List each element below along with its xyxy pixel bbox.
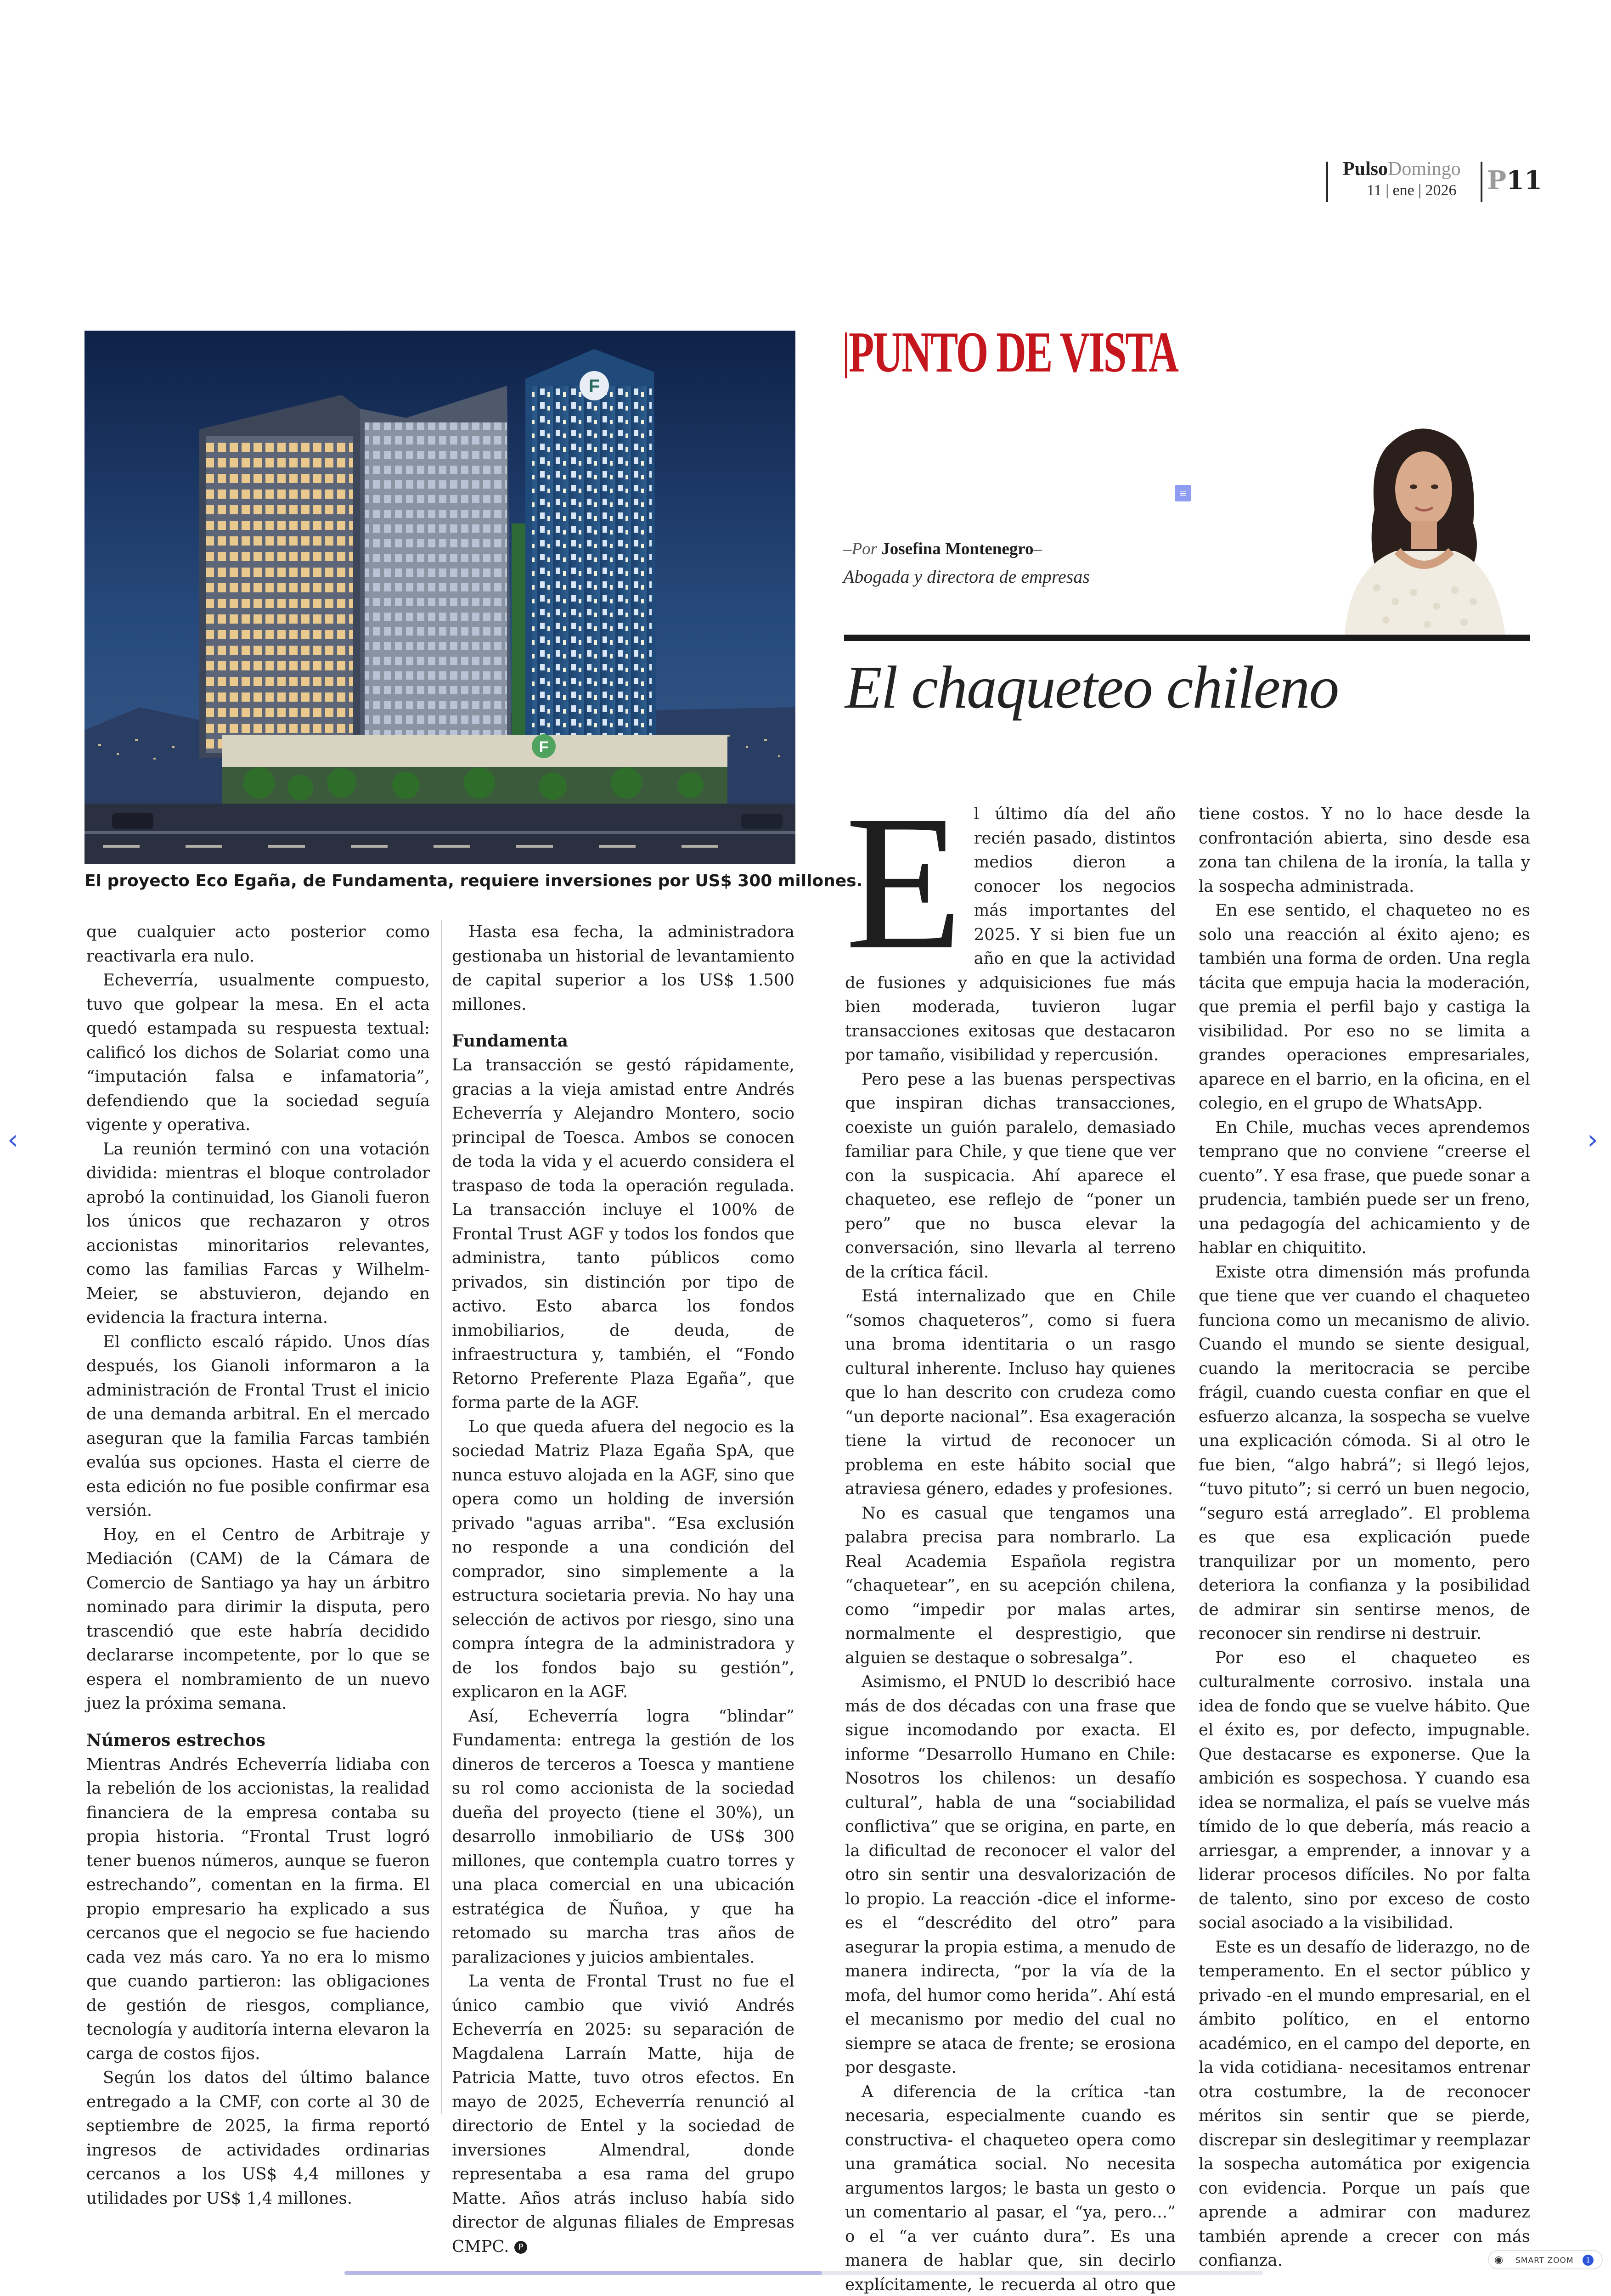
page-letter: P [1487, 165, 1506, 196]
byline: –Por Josefina Montenegro– [843, 539, 1042, 559]
chevron-right-icon[interactable]: › [1587, 1126, 1598, 1154]
issue-date: 11 | ene | 2026 [1367, 182, 1457, 199]
paragraph: En ese sentido, el chaqueteo no es solo una reacción al éxito ajeno; es también una forma de orden. Una regla tácita que empuja hacia la moderación, que premia el perfil bajo y castiga la visibilidad. Por eso no se limita a grandes operaciones empresariales, aparece en el barrio, en la oficina, en el colegio, en el grupo de WhatsApp. [1199, 899, 1530, 1116]
paragraph: Por eso el chaqueteo es culturalmente corrosivo. instala una idea de fondo que se vuelve hábito. Que el éxito es, por defecto, impugnable. Que destacarse es exponerse. Que la ambición es sospechosa. Y cuando esa idea se normaliza, el país se vuelve más tímido de lo que debería, más reacio a arriesgar, a emprender, a innovar y a liderar procesos difíciles. No por falta de talento, sino por exceso de costo social asociado a la visibilidad. [1199, 1646, 1530, 1936]
page-number [1487, 165, 1542, 196]
paragraph: Asimismo, el PNUD lo describió hace más de dos décadas con una frase que sigue incomodando por exacta. El informe “Desarrollo Humano en Chile: Nosotros los chilenos: un desafío cultural”, habla de una “sociabilidad conflictiva” que se origina, en parte, en la dificultad de reconocer el valor del otro sin sentir una desvalorización de lo propio. La reacción -dice el informe- es el “descrédito del otro” para asegurar la propia estima, a menudo de manera indirecta, “por la vía de la mofa, del humor como herida”. Ahí está el mecanismo por medio del cual no siempre se ataca de frente; se erosiona por desgaste. [845, 1670, 1176, 2080]
author-photo [1317, 404, 1520, 636]
drop-cap: E [845, 807, 963, 950]
article-column-1 [86, 920, 430, 2211]
paragraph: Lo que queda afuera del negocio es la sociedad Matriz Plaza Egaña SpA, que nunca estuvo alojada en la AGF, sino que opera como un holding de inversión privado "aguas arriba". “Esa exclusión no responde a una condición del comprador, sino simplemente a la estructura societaria previa. No hay una selección de activos por riesgo, sino una compra íntegra de la administradora y de los fondos bajo su gestión”, explicaron en la AGF. [452, 1415, 794, 1705]
paragraph: Hasta esa fecha, la administradora gestionaba un historial de levantamiento de capital superior a los US$ 1.500 millones. [452, 920, 794, 1017]
paragraph-text: La venta de Frontal Trust no fue el único cambio que vivió Andrés Echeverría en 2025: su separación de Magdalena Larraín Matte, hija de Patricia Matte, tuvo otros efectos. En mayo de 2025, Echeverría renunció al directorio de Entel y la sociedad de inversiones Almendral, donde representaba a esa rama del grupo Matte. Años atrás incluso había sido director de algunas filiales de Empresas CMPC. [452, 1972, 794, 2256]
header-divider [1326, 162, 1328, 202]
author-name: Josefina Montenegro [881, 540, 1033, 558]
photo-caption: El proyecto Eco Egaña, de Fundamenta, requiere inversiones por US$ 300 millones. [84, 872, 801, 890]
paragraph: No es casual que tengamos una palabra precisa para nombrarlo. La Real Academia Española registra “chaquetear”, en su acepción chilena, como “impedir por malas artes, normalmente el desprestigio, que alguien se destaque o sobresalga”. [845, 1502, 1176, 1671]
smart-zoom-button[interactable] [1488, 2250, 1603, 2269]
subheading: Fundamenta [452, 1029, 794, 1053]
section-title: PUNTO DE VISTA [849, 320, 1177, 386]
page-header [1326, 162, 1538, 203]
paragraph: Según los datos del último balance entregado a la CMF, con corte al 30 de septiembre de 2025, la firma reportó ingresos de actividades ordinarias cercanos a los US$ 4,4 millones y utilidades por US$ 1,4 millones. [86, 2066, 430, 2211]
svg-text:F: F [589, 376, 600, 396]
skyline-illustration [84, 331, 795, 864]
paragraph: que cualquier acto posterior como reactivarla era nulo. [86, 920, 430, 968]
paragraph: El conflicto escaló rápido. Unos días después, los Gianoli informaron a la administración de Frontal Trust el inicio de una demanda arbitral. En el mercado aseguran que la familia Farcas también evalúa sus opciones. Hasta el cierre de esta edición no fue posible confirmar esa versión. [86, 1330, 430, 1523]
eye-icon: ◉ [1494, 2255, 1503, 2266]
note-icon[interactable]: ≡ [1175, 485, 1191, 501]
smart-zoom-count: 1 [1583, 2255, 1594, 2266]
header-divider [1481, 162, 1482, 202]
paragraph: En Chile, muchas veces aprendemos temprano que no conviene “creerse el cuento”. Y esa frase, que puede sonar a prudencia, también puede ser un freno, una pedagogía del achicamiento y de hablar en chiquitito. [1199, 1116, 1530, 1261]
byline-prefix: Por [852, 540, 878, 558]
column-divider [441, 920, 442, 2114]
headline-rule [844, 635, 1530, 641]
paragraph [845, 802, 1176, 1068]
brand-name [1343, 158, 1461, 180]
paragraph: Mientras Andrés Echeverría lidiaba con la rebelión de los accionistas, la realidad financiera de la empresa contaba su propia historia. “Frontal Trust logró tener buenos números, aunque se fueron estrechando”, comentan en la firma. El propio empresario ha explicado a sus cercanos que el negocio se fue haciendo cada vez más caro. Ya no era lo mismo que cuando partieron: las obligaciones de gestión de riesgos, compliance, tecnología y auditoría interna elevaron la carga de costos fijos. [86, 1753, 430, 2066]
paragraph: Hoy, en el Centro de Arbitraje y Mediación (CAM) de la Cámara de Comercio de Santiago ya hay un árbitro nominado para dirimir la disputa, pero trascendió que este habría decidido declararse incompetente, por lo que se espera el nombramiento de un nuevo juez la próxima semana. [86, 1523, 430, 1716]
page-digits: 11 [1506, 165, 1542, 196]
paragraph: A diferencia de la crítica -tan necesaria, especialmente cuando es constructiva- el chaqueteo opera como una gramática social. No necesita argumentos largos; le basta un gesto o un comentario al pasar, el “ya, pero...” o el “a ver cuánto dura”. Es una manera de hablar que, sin decirlo explícitamente, le recuerda al otro que [845, 2080, 1176, 2296]
article-photo [84, 331, 795, 864]
scrollbar-thumb[interactable] [344, 2271, 822, 2275]
opinion-column-1 [845, 802, 1176, 2296]
author-role: Abogada y directora de empresas [843, 566, 1090, 587]
brand-bold: Pulso [1343, 158, 1388, 180]
opinion-column-2 [1199, 802, 1530, 2273]
subheading: Números estrechos [86, 1728, 430, 1753]
paragraph: Así, Echeverría logra “blindar” Fundamenta: entrega la gestión de los dineros de terceros a Toesca y mantiene su rol como accionista de la sociedad dueña del proyecto (tiene el 30%), un desarrollo inmobiliario de US$ 300 millones, que contempla cuatro torres y una placa comercial en una ubicación estratégica de Ñuñoa, y que ha retomado su marcha tras años de paralizaciones y juicios ambientales. [452, 1705, 794, 1970]
paragraph: Este es un desafío de liderazgo, no de temperamento. En el sector público y privado -en el mundo empresarial, en el ámbito político, en el entorno académico, en el campo del deporte, en la vida cotidiana- necesitamos entrenar otra costumbre, la de reconocer méritos sin sentir que se pierde, discrepar sin deslegitimar y reemplazar la sospecha automática por exigencia con evidencia. Porque un país que aprende a admirar con madurez también aprende a crecer con más confianza. [1199, 1936, 1530, 2273]
section-accent-bar [845, 332, 847, 378]
paragraph: Pero pese a las buenas perspectivas que inspiran dichas transacciones, coexiste un guión paralelo, demasiado familiar para Chile, y que tiene que ver con la suspicacia. Ahí aparece el chaqueteo, ese reflejo de “poner un pero” que no busca elevar la conversación, sino llevarla al terreno de la crítica fácil. [845, 1068, 1176, 1285]
paragraph: tiene costos. Y no lo hace desde la confrontación abierta, sino desde esa zona tan chilena de la ironía, la talla y la sospecha administrada. [1199, 802, 1530, 899]
headline: El chaqueteo chileno [845, 652, 1338, 722]
article-column-2 [452, 920, 794, 2259]
paragraph: Existe otra dimensión más profunda que tiene que ver cuando el chaqueteo funciona como un mecanismo de alivio. Cuando el mundo se siente desigual, cuando la meritocracia se percibe frágil, cuando cuesta confiar en que el esfuerzo alcanza, la sospecha se vuelve una explicación cómoda. Si al otro le fue bien, “algo habrá”; si llegó lejos, “tuvo pituto”; si cerró un buen negocio, “seguro está arreglado”. El problema es que esa explicación puede tranquilizar por un momento, pero deteriora la confianza y la posibilidad de admirar sin sentirse menos, de reconocer sin rendirse ni destruir. [1199, 1261, 1530, 1646]
paragraph: Echeverría, usualmente compuesto, tuvo que golpear la mesa. En el acta quedó estampada su respuesta textual: calificó los dichos de Solariat como una “imputación falsa e infamatoria”, defendiendo que la sociedad seguía vigente y operativa. [86, 968, 430, 1137]
smart-zoom-label: SMART ZOOM [1515, 2256, 1574, 2265]
chevron-left-icon[interactable]: ‹ [7, 1126, 18, 1154]
paragraph [452, 1970, 794, 2259]
svg-text:F: F [539, 738, 549, 756]
paragraph: Está internalizado que en Chile “somos chaqueteros”, como si fuera una broma identitaria o un rasgo cultural inherente. Incluso hay quienes que lo han descrito con crudeza como “un deporte nacional”. Esa exageración tiene la virtud de reconocer un problema en este hábito social que atraviesa género, edades y profesiones. [845, 1284, 1176, 1502]
paragraph-text: l último día del año recién pasado, distintos medios dieron a conocer los negocios más importantes del 2025. Y si bien fue un año en que la actividad de fusiones y adquisiciones fue más bien moderada, tuvieron lugar transacciones exitosas que destacaron por tamaño, visibilidad y repercusión. [845, 805, 1176, 1064]
brand-light: Domingo [1388, 158, 1461, 180]
paragraph: La reunión terminó con una votación dividida: mientras el bloque controlador aprobó la continuidad, los Gianoli fueron los únicos que rechazaron y otros accionistas minoritarios relevantes, como las familias Farcas y Wilhelm-Meier, se abstuvieron, dejando en evidencia la fractura interna. [86, 1137, 430, 1330]
end-mark-icon: P [514, 2241, 527, 2254]
author-portrait [1317, 404, 1520, 636]
paragraph: La transacción se gestó rápidamente, gracias a la vieja amistad entre Andrés Echeverría y Alejandro Montero, socio principal de Toesca. Ambos se conocen de toda la vida y el acuerdo considera el traspaso de toda la operación regulada. La transacción incluye el 100% de Frontal Trust AGF y todos los fondos que administra, tanto públicos como privados, sin distinción por tipo de activo. Esto abarca los fondos inmobiliarios, de deuda, de infraestructura y, también, el “Fondo Retorno Preferente Plaza Egaña”, que forma parte de la AGF. [452, 1053, 794, 1415]
